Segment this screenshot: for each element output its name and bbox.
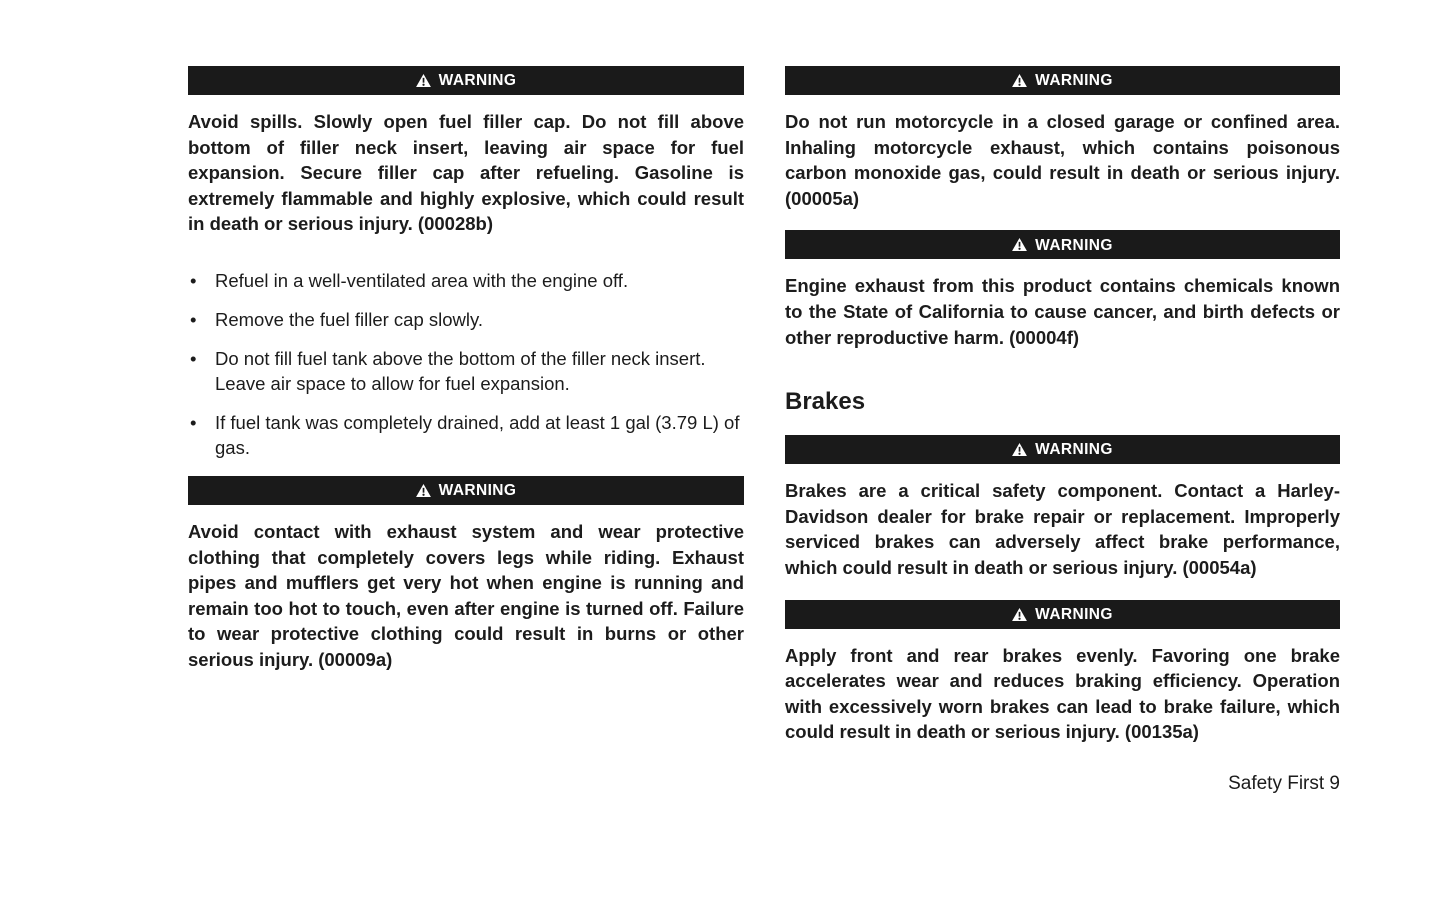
section-heading-brakes: Brakes xyxy=(785,388,866,416)
warning-banner-label: WARNING xyxy=(438,482,517,500)
exhaust-contact-warning-paragraph: Avoid contact with exhaust system and wear protective clothing that completely covers legs while riding. Exhaust pipes and mufflers get very hot when engine is running and remain too hot to touch, even after engine is turned off. Failure to wear protective clothing could result in burns or other serious injury. (00009a) xyxy=(188,520,744,670)
garage-warning-paragraph: Do not run motorcycle in a closed garage or confined area. Inhaling motorcycle exhaust, which contains poisonous carbon monoxide gas, could result in death or serious injury. (00005a) xyxy=(785,111,1340,209)
warning-banner xyxy=(188,66,744,95)
warning-triangle-icon xyxy=(416,484,431,497)
warning-triangle-icon xyxy=(1012,74,1027,87)
warning-banner-label: WARNING xyxy=(438,72,517,90)
right-column xyxy=(785,66,1340,795)
warning-banner-label: WARNING xyxy=(1035,72,1113,90)
warning-banner xyxy=(785,435,1340,464)
brake-apply-warning-paragraph: Apply front and rear brakes evenly. Favoring one brake accelerates wear and reduces braking efficiency. Operation with excessively worn brakes can lead to brake failure, which could result in death or serious injury. (00135a) xyxy=(785,644,1340,743)
warning-triangle-icon xyxy=(1012,443,1027,456)
warning-banner xyxy=(785,230,1340,259)
page-footer: Safety First 9 xyxy=(1228,772,1340,794)
warning-triangle-icon xyxy=(1012,608,1027,621)
list-item: • Do not fill fuel tank above the bottom of the filler neck insert. Leave air space to allow for fuel expansion. xyxy=(188,346,744,396)
fuel-warning-paragraph: Avoid spills. Slowly open fuel filler cap. Do not fill above bottom of filler neck insert, leaving air space for fuel expansion. Secure filler cap after refueling. Gasoline is extremely flammable and highly explosive, which could result in death or serious injury. (00028b) xyxy=(188,111,744,235)
warning-triangle-icon xyxy=(416,74,431,87)
refuel-bullet-list xyxy=(188,268,744,460)
california-warning-paragraph: Engine exhaust from this product contains chemicals known to the State of California to cause cancer, and birth defects or other reproductive harm. (00004f) xyxy=(785,275,1340,348)
list-item: • Remove the fuel filler cap slowly. xyxy=(188,307,744,332)
warning-triangle-icon xyxy=(1012,238,1027,251)
warning-banner-label: WARNING xyxy=(1035,605,1113,623)
brake-service-warning-paragraph: Brakes are a critical safety component. Contact a Harley-Davidson dealer for brake repair or replacement. Improperly serviced brakes can adversely affect brake performance, which could result in death or serious injury. (00054a) xyxy=(785,480,1340,578)
list-item: • If fuel tank was completely drained, add at least 1 gal (3.79 L) of gas. xyxy=(188,410,744,460)
warning-banner-label: WARNING xyxy=(1035,441,1113,459)
warning-banner xyxy=(785,66,1340,95)
list-item: • Refuel in a well-ventilated area with the engine off. xyxy=(188,268,744,293)
warning-banner-label: WARNING xyxy=(1035,236,1113,254)
warning-banner xyxy=(188,476,744,505)
warning-banner xyxy=(785,600,1340,629)
left-column xyxy=(188,66,744,673)
